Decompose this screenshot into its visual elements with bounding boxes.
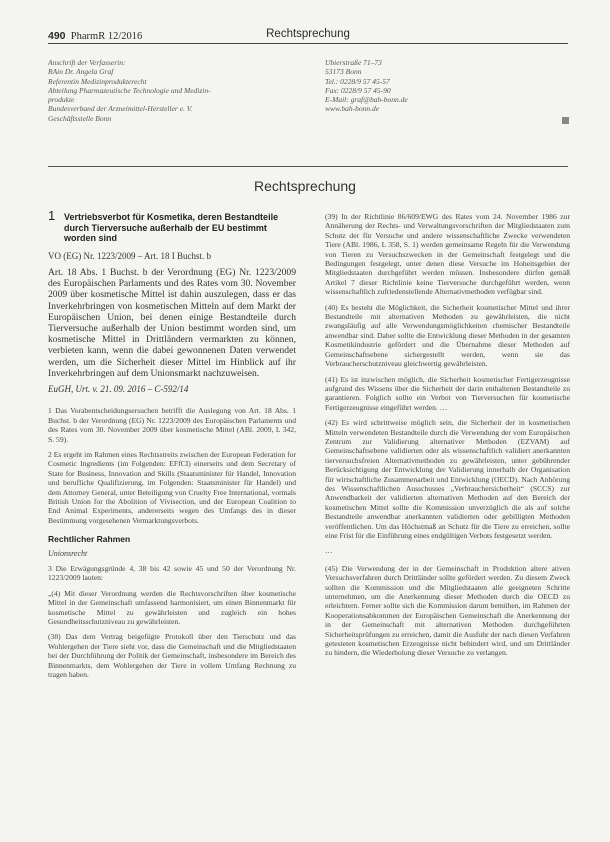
leitsatz: Art. 18 Abs. 1 Buchst. b der Verordnung (EG) Nr. 1223/2009 des Europäischen Parlaments und des Rates vom 30. November 2009 über kosmetische Mittel ist dahin auszulegen, dass er das Inverkehrbringen von kosmetischen Mitteln auf dem Markt der Europäischen Union, bei denen einige Bestandteile durch Tierversuche außerhalb der Union bestimmt worden sind, um kosmetische Mittel in Drittländern vermarkten zu können, verbieten kann, wenn die dabei gewonnenen Daten verwendet werden, um die Sicherheit dieser Mittel im Hinblick auf ihr Inverkehrbringen auf dem Unionsmarkt nachzuweisen.	[48, 266, 296, 379]
contact-line: 53173 Bonn	[325, 67, 362, 77]
paragraph: (39) In der Richtlinie 86/609/EWG des Rates vom 24. November 1986 zur Annäherung der Rechts- und Verwaltungsvorschriften der Mitgliedstaaten zum Schutz der für Versuche und andere wissenschaftliche Zwecke verwendeten Tiere (ABl. 1986, L 358, S. 1) werden gemeinsame Regeln für die Verwendung von Tieren zu Versuchszwecken in der Gemeinschaft festgelegt und die Bedingungen festgelegt, unter denen diese Versuche im Hoheitsgebiet der Mitgliedstaaten durchgeführt werden müssen. Insbesondere dürfen gemäß Artikel 7 dieser Richtlinie keine Tierversuche durchgeführt werden, wenn wissenschaftlich zufriedenstellende Alternativmethoden verfügbar sind.	[325, 212, 570, 297]
article-headline	[48, 208, 296, 244]
paragraph: 1 Das Vorabentscheidungsersuchen betrifft die Auslegung von Art. 18 Abs. 1 Buchst. b der Verordnung (EG) Nr. 1223/2009 des Europäischen Parlaments und des Rates vom 30. November 2009 über kosmetische Mittel (ABl. 2009, L 342, S. 59).	[48, 406, 296, 444]
author-contact	[325, 58, 408, 114]
address-line: RAin Dr. Angela Graf	[48, 67, 114, 77]
address-line: Referentin Medizinprodukterecht	[48, 76, 147, 86]
address-line: Abteilung Pharmazeutische Technologie und Medizin-	[48, 85, 211, 95]
contact-email: E-Mail: graf@bah-bonn.de	[325, 95, 408, 105]
article-number: 1	[48, 208, 56, 223]
paragraph: (38) Das dem Vertrag beigefügte Protokoll über den Tierschutz und das Wohlergehen der Tiere sieht vor, dass die Gemeinschaft und die Mitgliedstaaten bei der Durchführung der Politik der Gemeinschaft, insbesondere im Bereich des Binnenmarkts, dem Wohlergehen der Tiere in vollem Umfang Rechnung zu tragen haben.	[48, 632, 296, 680]
paragraph: (40) Es besteht die Möglichkeit, die Sicherheit kosmetischer Mittel und ihrer Bestandteile mit alternativen Methoden zu gewährleisten, die nicht zwangsläufig auf alle Verwendungsmöglichkeiten chemischer Bestandteile anwendbar sind. Daher sollte die Entwicklung dieser Methoden in der gesamten Kosmetikindustrie gefördert und die Übernahme dieser Methoden auf Gemeinschaftsebene sichergestellt werden, wenn sie das Verbraucherschutzniveau gleichwertig gewährleisten.	[325, 302, 570, 369]
paragraph: (42) Es wird schrittweise möglich sein, die Sicherheit der in kosmetischen Mitteln verwendeten Bestandteile durch die Verwendung der vom Europäischen Zentrum zur Validierung alternativer Methoden (EZVAM) auf Gemeinschaftsebene validierten oder als wissenschaftlich validiert anerkannten tierversuchsfreien Alternativmethoden zu gewährleisten, unter gebührender Berücksichtigung der Entwicklung der Validierung innerhalb der Organisation für wirtschaftliche Zusammenarbeit und Entwicklung (OECD). Nach Anhörung des Wissenschaftlichen Ausschusses „Verbrauchersicherheit“ (SCCS) zur Anwendbarkeit der validierten alternativen Methoden auf den Bereich der kosmetischen Mittel sollte die Kommission unverzüglich die als auf solche Bestandteile anwendbar anerkannten validierten oder gebilligten Methoden veröffentlichen. Um das Höchstmaß an Schutz für die Tiere zu erreichen, sollte eine Frist für die Einführung eines endgültigen Verbots festgesetzt werden.	[325, 418, 570, 540]
paragraph: (45) Die Verwendung der in der Gemeinschaft in Produktion altere ativen Versuchsverfahren durch Drittländer sollte gefördert werden. Zu diesem Zweck sollten die Kommission und die Mitgliedstaaten alle geeigneten Schritte unternehmen, um die Anerkennung dieser Methoden durch die OECD zu erleichtern. Ferner sollte sich die Kommission darum bemühen, im Rahmen der Kooperationsabkommen der Europäischen Gemeinschaft die Anerkennung der in der Gemeinschaft mit alternativen Methoden durchgeführten Sicherheitsprüfungen zu erreichen, damit die Ausfuhr der nach diesen Verfahren getesteten kosmetischen Erzeugnisse nicht behindert wird, und um Drittländer zu hindern, die Wiederholung dieser Versuche zu verlangen.	[325, 563, 570, 658]
paragraph: 2 Es ergeht im Rahmen eines Rechtsstreits zwischen der European Federation for Cosmetic Ingredients (im Folgenden: EFfCI) einerseits und dem Secretary of State for Business, Innovation and Skills (Staatsminister für Handel, Innovation und berufliche Qualifizierung, im Folgenden: Staatsminister für Handel) und dem Attorney General, unter Beteiligung von Cruelty Free International, vormals British Union for the Abolition of Vivisection, und der European Coalition to End Animal Experiments, andererseits wegen des Umfangs des in dieser Bestimmung vorgesehenen Vermarktungsverbots.	[48, 449, 296, 525]
legal-reference: VO (EG) Nr. 1223/2009 – Art. 18 I Buchst. b	[48, 250, 211, 261]
address-line: produkte	[48, 95, 75, 105]
ellipsis-marker: …	[325, 546, 333, 556]
address-line: Geschäftsstelle Bonn	[48, 113, 112, 123]
end-mark-icon	[562, 117, 569, 124]
section-title: Rechtsprechung	[254, 178, 356, 194]
sub-subheading: Unionsrecht	[48, 548, 88, 558]
paragraph: (41) Es ist inzwischen möglich, die Sicherheit kosmetischer Fertigerzeugnisse aufgrund des Wissens über die Sicherheit der darin enthaltenen Bestandteile zu garantieren. Folglich sollte ein Verbot von Tierversuchen für kosmetische Fertigerzeugnisse eingeführt werden. …	[325, 374, 570, 412]
contact-website: www.bah-bonn.de	[325, 104, 380, 114]
contact-line: Ubierstraße 71–73	[325, 58, 382, 67]
address-line: Bundesverband der Arzneimittel-Hersteller e. V.	[48, 104, 193, 114]
court-citation: EuGH, Urt. v. 21. 09. 2016 – C-592/14	[48, 383, 189, 394]
left-column	[48, 208, 296, 686]
subheading: Rechtlicher Rahmen	[48, 534, 131, 545]
running-section-title: Rechtsprechung	[266, 28, 350, 40]
header-rule	[48, 43, 568, 44]
address-line: Anschrift der Verfasserin:	[48, 58, 126, 67]
paragraph: „(4) Mit dieser Verordnung werden die Rechtsvorschriften über kosmetische Mittel in der Gemeinschaft umfassend harmonisiert, um einen Binnenmarkt für kosmetische Mittel zu gewährleisten und zugleich ein hohes Gesundheitsschutzniveau zu gewährleisten.	[48, 588, 296, 627]
page-number: 490	[48, 30, 66, 42]
article-title: Vertriebsverbot für Kosmetika, deren Bestandteile durch Tierversuche außerhalb der EU bestimmt worden sind	[64, 212, 279, 243]
section-rule	[48, 166, 568, 167]
right-column	[325, 212, 570, 664]
contact-line: Tel.: 0228/9 57 45-57	[325, 76, 390, 86]
paragraph: 3 Die Erwägungsgründe 4, 38 bis 42 sowie 45 und 50 der Verordnung Nr. 1223/2009 lauten:	[48, 564, 296, 583]
contact-line: Fax: 0228/9 57 45-90	[325, 85, 391, 95]
journal-issue: PharmR 12/2016	[70, 31, 143, 42]
author-address	[48, 58, 211, 123]
running-header	[48, 30, 142, 42]
